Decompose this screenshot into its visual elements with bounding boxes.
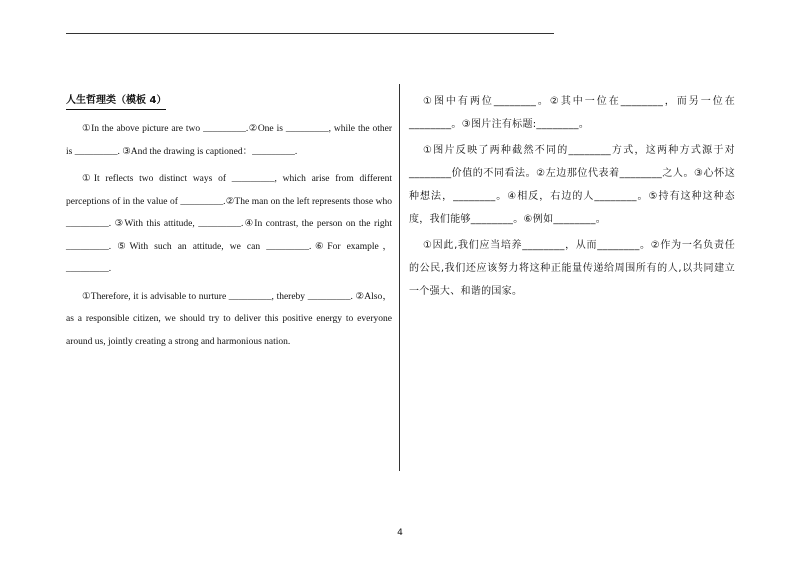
page-number: 4 [397, 528, 403, 538]
cn-paragraph-description: ①图中有两位________。②其中一位在________，而另一位在________。③图片注有标题:________。 [409, 96, 735, 130]
cn-paragraph-conclusion: ①因此,我们应当培养________，从而________。②作为一名负责任的公民,我们还应该努力将这种正能量传递给周围所有的人,以共同建立一个强大、和谐的国家。 [409, 240, 735, 297]
left-column-english-template [66, 90, 392, 358]
cn-paragraph-analysis: ①图片反映了两种截然不同的________方式，这两种方式源于对________价值的不同看法。②左边那位代表着________之人。③心怀这种想法，________。④相反，右边的人________。⑤持有这种这种态度，我们能够________。⑥例如________。 [409, 145, 735, 225]
section-title: 人生哲理类（模板 4） [66, 94, 166, 110]
right-column-chinese-translation [409, 90, 735, 306]
column-divider [399, 84, 400, 471]
en-paragraph-conclusion: ①Therefore, it is advisable to nurture _________, thereby _________. ②Also，as a responsible citizen, we should try to deliver this positive energy to everyone around us, jointly creating a strong and harmonious nation. [66, 291, 392, 347]
top-rule [66, 33, 554, 34]
en-paragraph-analysis: ①It reflects two distinct ways of _________, which arise from different perceptions of in the value of _________.②The man on the left represents those who _________. ③With this attitude, _________.④In contrast, the person on the right _________. ⑤With such an attitude, we can _________.⑥For example，_________. [66, 174, 392, 274]
en-paragraph-description: ①In the above picture are two _________.②One is _________, while the other is _________. ③And the drawing is captioned：_________. [66, 124, 392, 157]
